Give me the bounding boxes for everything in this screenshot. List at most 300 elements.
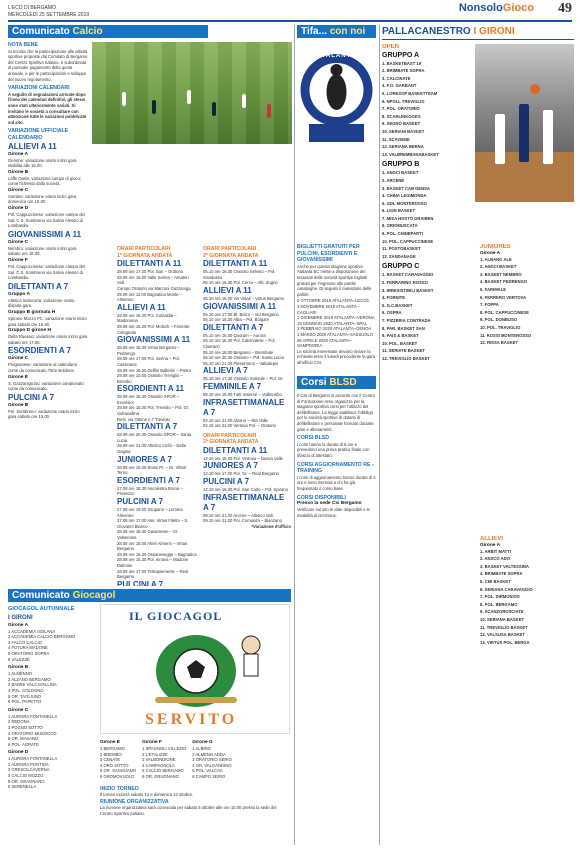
group-text: Spirano Mozzo FC: variazione orario inizio gara sabato ore 16.30. xyxy=(8,316,87,327)
girone-team: 5 OR. GRAGNANO xyxy=(8,778,45,784)
player-figure xyxy=(152,100,156,114)
column-divider xyxy=(379,25,380,845)
gruppo-a-title: GRUPPO A xyxy=(382,51,420,59)
dove-sub: Presso la sede Csi Bergamo xyxy=(297,501,362,507)
orari3-sub: 3ª GIORNATA ANDATA xyxy=(203,439,259,446)
blsd-text: I corsi hanno la durata di 5 ore e prevedono una prova pratica finale con rilascio di attestato. xyxy=(297,441,370,458)
list-item: 4. BASKET PEDRENGO xyxy=(480,279,528,285)
group-sub: Girone A xyxy=(8,151,29,157)
group-text: Pregnanese: variazione al calendario come da comunicato Torre Boldone. xyxy=(8,362,77,373)
infra3-note: *Variazione d'ufficio xyxy=(251,523,291,529)
dil7b-title: DILETTANTI A 7 xyxy=(203,322,264,332)
list-item: 11. TREVIGLIO BASKET xyxy=(480,624,528,630)
list-item: 9. PAIS & BASKET xyxy=(382,333,419,339)
list-item: 28.09 ore 15.30 Ossanesegge – Bagnatica xyxy=(117,551,197,557)
player-figure xyxy=(495,114,505,164)
infra3-title: INFRASETTIMANALE A 7 xyxy=(203,492,285,512)
open-title: OPEN xyxy=(382,44,400,50)
list-item: Rest. via Ottone n.7 Treviolo xyxy=(117,416,170,422)
giocagol-gironi-left xyxy=(8,623,88,790)
list-item: 6. NPOLL TREVIGLIO xyxy=(382,98,425,104)
orari1-sub: 1ª GIORNATA ANDATA xyxy=(117,252,173,259)
group-text: Gemme: variazione orario inizio gara stabilita alle 15.00. xyxy=(8,157,77,169)
junior7a-list xyxy=(117,465,197,476)
group-text: Leffe Oasis: variazione campo di gioco; come richiesto dalla società. xyxy=(8,175,82,187)
list-item: 12.10 ore 16.30 Pol. San Carlo – Pol. Spirano xyxy=(203,487,288,493)
list-item: 3. BASKET NEMBRO xyxy=(480,271,522,277)
list-item: 10. SERIANA BASKET xyxy=(480,616,525,622)
allievi11b-list xyxy=(203,296,291,302)
list-item: 10. SERIANI BASKET xyxy=(382,128,425,134)
list-item: 11. POSTOBASKET xyxy=(382,246,421,252)
list-item: 9. POL. CHINEPARTI xyxy=(382,231,423,237)
girone-team: 5 OR. MASANO xyxy=(8,736,39,742)
girone-team: 6 OR. GRUGNANO xyxy=(142,773,179,779)
list-item: 05.10 ore 20.30 Oratorio – Pol. Santa Lucia xyxy=(203,355,284,361)
all-a-title: Girone A xyxy=(480,542,501,548)
list-item: 13. VIRTUS POL. BERGA xyxy=(480,639,530,645)
jun-a-list xyxy=(480,257,574,346)
girone-block xyxy=(192,740,232,780)
girone-team: 5 POL. VALCAV. xyxy=(192,768,224,774)
section-brand xyxy=(459,2,534,14)
girone-team: 2 ACCADEMIA CALCIO BERGAMO xyxy=(8,634,76,640)
giocagol-sub: I GIRONI xyxy=(8,614,33,621)
list-item: 6. SERIANA CARAVAGGIO xyxy=(480,586,533,592)
list-item: 11. SCAVIENE xyxy=(382,136,410,142)
list-item: 12. SERIANA BERNA xyxy=(382,144,424,150)
corsi-intro: Il CSI di Bergamo in accordo con il Centro di Formazione Areu organizza per la stagione sportiva corsi per l'utilizzo del defibrillatore. La legge stabilisce l'obbligo per le società sportive di dotarsi di defibrillatore e personale formato durante gare e allenamenti. xyxy=(297,393,375,432)
dil11c-title: DILETTANTI A 11 xyxy=(203,445,268,455)
crest-figure xyxy=(327,74,347,110)
list-item: 2. ANGCI BASKET xyxy=(480,264,517,270)
dove-text: Verificare sul sito le date disponibili e le modalità di iscrizione. xyxy=(297,507,370,518)
girone-name: Girone C xyxy=(8,707,29,713)
girone-team: 1 AURORA FONTANELLA xyxy=(8,713,58,719)
list-item: 13. VALBREMBANABASKET xyxy=(382,151,439,157)
list-item: 4. F.O. GARBANT xyxy=(382,83,417,89)
list-item: 8. PAR. BASKET SAN xyxy=(382,325,425,331)
list-item: 3. IRRESISTIBILI BASKET xyxy=(382,287,434,293)
girone-name: Girone D xyxy=(8,750,29,756)
biglietti-text: Anche per questa stagione sportiva Atalanta BC mette a disposizione dei tesserati delle società sportive biglietti gratuiti per l'ingresso alle partite casalinghe. Di seguito il calendario delle partite. xyxy=(297,263,372,297)
girone-team: 5 OR. SANGUANO xyxy=(100,768,137,774)
group-sub: Girone E xyxy=(8,374,28,380)
paper-name: L'ECO DI BERGAMO xyxy=(8,5,56,11)
var-groups xyxy=(8,142,88,420)
infra2-title: INFRASETTIMANALE A 7 xyxy=(203,397,285,417)
list-item: 05.10 ore 16.30 Oratorio Selvino – Pol. Gandosso xyxy=(203,269,276,280)
infra3-list xyxy=(203,513,291,524)
giocagol-band-a: Comunicato xyxy=(12,590,73,601)
girone-team: 4 CALCIO MOZZO xyxy=(8,773,44,779)
list-item: 28.09 ore 15.00 Almé Almenn – Virtus Bergamo xyxy=(117,540,188,552)
calcio-band-b: Calcio xyxy=(72,26,103,37)
group-sub: Gruppo B giornata H xyxy=(8,310,56,315)
list-item: 12.10 ore 16.30 Pol. Vertova – Nuova Valle xyxy=(203,455,284,461)
girone-team: 3 ORATORIO SERIO xyxy=(192,757,232,763)
girone-team: 2 L'ETALIZZE xyxy=(142,751,168,757)
riunione-title: RIUNIONE ORGANIZZATIVA xyxy=(100,798,169,805)
dil7a-title: DILETTANTI A 7 xyxy=(117,422,178,432)
list-item: 9. SCANZOROSCIATE xyxy=(480,609,524,615)
girone-team: 5 ORATORIO SOPRA xyxy=(8,650,50,656)
list-item: 12. VALSUSA BASKET xyxy=(480,632,525,638)
corsi-band-a: Corsi xyxy=(301,377,330,388)
dil11a-title: DILETTANTI A 11 xyxy=(117,259,182,269)
inizio-title: INIZIO TORNEO xyxy=(100,785,139,792)
group-sub: Girone B xyxy=(8,402,29,408)
girone-name: Girone E xyxy=(100,740,120,745)
orari2-title: ORARI PARTICOLARI xyxy=(203,246,257,252)
list-item: 19 GENNAIO 2020 ATALANTA–SPAL xyxy=(297,320,367,326)
corsi-band xyxy=(297,376,376,389)
list-item: 1. ARBIT MATTI xyxy=(480,548,511,554)
crest-head xyxy=(331,64,343,76)
variazioni-cal-text: A seguito di segnalazioni arrivate dopo l'invio dei calendari definitivi, gli stessi sono stati ulteriormente variati. Si invitano le società a consultare con attenzione tutte le variazioni pubblicate sul sito. xyxy=(8,91,87,125)
list-item: 10. POL. CAPPUCCINESE xyxy=(382,238,434,244)
list-item: 8. POL. BERGAMO xyxy=(480,601,518,607)
logo-bottom-text: SERVITO xyxy=(145,711,238,728)
header-rule xyxy=(8,20,572,22)
girone-team: 4 POL. COLOGNO xyxy=(8,687,44,693)
dil11a-list xyxy=(117,269,197,303)
girone-team: 1 ACCADEMIA ISOLANA xyxy=(8,628,56,634)
girone-team: 3 POGNO SOTTO xyxy=(8,724,43,730)
list-item: 1 MARZO 2020 ATALANTA–SASSUOLO xyxy=(297,331,374,337)
giocagol-title: GIOCAGOL AUTUNNALE xyxy=(8,606,75,612)
group-sub: Girone C xyxy=(8,239,29,245)
junior7a-title: JUNIORES A 7 xyxy=(117,454,172,464)
list-item: 2. ANSCO ADO xyxy=(480,556,510,562)
list-item: 05.10 ore 18.00 Bergamo – Brembate xyxy=(203,349,274,355)
allievi11a-title: ALLIEVI A 11 xyxy=(117,302,166,312)
esord11a-title: ESORDIENTI A 11 xyxy=(117,384,184,394)
allievi11a-list xyxy=(117,313,197,335)
list-item: 28.09 ore 21.00 Atletico Ciribi – Della Gagina xyxy=(117,443,186,455)
jun-a-title: Girone A xyxy=(480,250,501,256)
open-b-list xyxy=(382,170,472,259)
group-title: PULCINI A 7 xyxy=(8,392,55,402)
list-item: 28.09 ore 16.30 Pol. Colzaldia – Madonnina xyxy=(117,312,177,324)
list-item: 28.09 ore 15.00 Rossi Pr. – Gr. Vittori Terno xyxy=(117,464,187,476)
giov11b-list xyxy=(203,312,291,323)
list-item: 5. G.C.BASKET xyxy=(382,302,413,308)
list-item: 8. ORIOMUSCATA xyxy=(382,223,418,229)
girone-team: 4 CAMPAGNOLA xyxy=(142,762,175,768)
juniores-column xyxy=(480,244,574,544)
giov11b-title: GIOVANISSIMI A 11 xyxy=(203,301,277,311)
list-item: 05.10 ore 16.00 Vis Vidali – Virtus Bergamo xyxy=(203,295,285,301)
list-item: 29.09 ore 10.00 Oratorio Treviglio – Brembo xyxy=(117,373,183,384)
open-a-list xyxy=(382,61,472,158)
list-item: 6. LION BASKET xyxy=(382,208,416,214)
girone-team: 6 POL. PAPETTO xyxy=(8,699,42,705)
girone-team: 3 CRESCILCAVERNA xyxy=(8,767,50,773)
girone-team: 2 BREMBO xyxy=(100,751,122,757)
list-item: 12. TREVIGLIO BASKET xyxy=(382,355,430,361)
list-item: 05.10 ore 15.30 Alba – Pol. Bolgare xyxy=(203,317,270,323)
orari2-column xyxy=(203,246,291,586)
infra2-list xyxy=(203,418,291,429)
list-item: 1. ALBANO ALE xyxy=(480,256,512,262)
girone-team: 4 OR. VALGANDINO xyxy=(192,762,232,768)
list-item: 4. BRIMBATE SOPRA xyxy=(480,571,523,577)
girone-name: Girone A xyxy=(8,622,29,628)
pall-title-a: PALLACANESTRO xyxy=(382,26,474,37)
partite-list xyxy=(297,298,376,348)
list-item: Campo Oratorio via Marconi Gazzaniga xyxy=(117,285,191,291)
list-item: 28.09 ore 15.30 Virtus Bergamo – Pedrengo xyxy=(117,345,180,356)
allievi11b-title: ALLIEVI A 11 xyxy=(203,285,252,295)
list-item: 7. PIZZERIA CONTRADA xyxy=(382,318,431,323)
all-a-list xyxy=(480,549,574,646)
list-item: 11. SERIATE BASKET xyxy=(382,348,425,354)
girone-team: 3 CENATE xyxy=(100,757,121,763)
list-item: 3 NOVEMBRE 2019 ATALANTA–CAGLIARI xyxy=(297,303,359,315)
list-item: 05.10 ore 17.00 Bl. Belco – Vid Bergamo xyxy=(203,311,279,317)
girone-team: 4 ORATORIO MUSOCCO xyxy=(8,730,57,736)
pulc7c-title: PULCINI A 7 xyxy=(203,477,250,487)
girone-team: 1 ALMENNO xyxy=(8,671,32,677)
football-photo xyxy=(92,42,292,144)
dil11b-list xyxy=(203,269,291,286)
atalanta-year: 1907 xyxy=(326,168,347,179)
group-sub: Gruppo D girone H xyxy=(8,328,51,334)
group-text: Pol. Cappuccinese: variazione campo del Sal. C.S. Sombreno via Salvio Alessio di Lombardia. xyxy=(8,212,85,229)
list-item: 4. FORNITE xyxy=(382,295,406,301)
list-item: 05.10 ore 16.00 Tutti Insieme – Valbrembo xyxy=(203,391,282,397)
group-sub: Girone B xyxy=(8,169,29,175)
dil11b-title: DILETTANTI A 11 xyxy=(203,259,268,269)
pulc7c-list xyxy=(203,487,291,493)
list-item: 28.09 ore 16.30 Gavarnese – Gr. Valseriana xyxy=(117,529,179,540)
group-sub: Girone F xyxy=(8,258,28,264)
player-figure xyxy=(267,104,271,118)
nota-text: Si ricorda che la partecipazione alle attività sportive proposte dal Comitato di Bergamo del Centro Sportivo Italiano, è subordinata al puntuale pagamento della quota annuale, e per le partecipazioni e sviluppo del nuovo regolamento. xyxy=(8,48,88,82)
list-item: 3. BASKET VALTESSINA xyxy=(480,563,529,569)
list-item: 28.09 ore 16.00 Delfini Ballerini – Pietra xyxy=(117,367,191,373)
column-divider xyxy=(294,25,295,845)
esord7a-title: ESORDIENTI A 7 xyxy=(117,475,180,485)
tifa-text xyxy=(297,244,376,364)
list-item: 12. ZANDANAGE xyxy=(382,253,416,259)
player-figure xyxy=(212,102,216,116)
list-item: 26 APRILE 2020 ATALANTA–SAMPDORIA xyxy=(297,337,352,349)
group-text: Pol. Cappuccinese: variazione campo del Sal. C.S. Sombreno via Salvio Alessio di Lombardia. xyxy=(8,264,85,281)
paper-date: MERCOLEDÌ 25 SETTEMBRE 2019 xyxy=(8,11,90,18)
girone-name: Girone G xyxy=(192,740,213,745)
atalanta-name: ATALANTA xyxy=(316,53,357,59)
group-text: S. Gazzaniga Bu: variazione campionato come da comunicato. xyxy=(8,380,84,392)
list-item: 2 FEBBRAIO 2020 ATALANTA–GENOA xyxy=(297,326,372,332)
list-item: 05.10 ore 17.30 Oratorio Sorisole – Pol. Gr. xyxy=(203,376,284,382)
girone-team: 4 ORO SOTTO xyxy=(100,762,129,768)
list-item: 11. ROSSI MONTEROSSO xyxy=(480,332,532,338)
blsd-title: CORSI BLSD xyxy=(297,435,329,442)
list-item: 28.09 ore 20.30 Oratorio SPOR – Santa Lucia xyxy=(117,432,192,443)
list-item: 27.09 ore 19.00 Ssopano – Lemma Almenno xyxy=(117,507,183,518)
girone-block xyxy=(142,740,186,780)
list-item: 12. RISSA BASKET xyxy=(480,340,519,346)
tifa-band xyxy=(297,25,376,38)
junior7c-title: JUNIORES A 7 xyxy=(203,461,258,471)
list-item: 02.10 ore 21.00 Alzano – Alta Valle xyxy=(203,417,268,423)
logo-waiter-body xyxy=(244,654,258,676)
list-item: 3. BASKET CAB DENSA xyxy=(382,185,430,191)
modalita-title: CORSI AGGIORNAMENTO RE - TRAINING xyxy=(297,461,374,475)
list-item: 12.10 ore 17.00 Pol. Gr. – Real Bergamo xyxy=(203,471,279,477)
girone-name: Girone F xyxy=(142,740,162,745)
orari2-sub: 2ª GIORNATA ANDATA xyxy=(203,252,259,259)
tifa-note: Le società interessate devono inviare la richiesta entro il lunedì precedente la gara all'ufficio CSI. xyxy=(297,348,375,364)
giov11a-title: GIOVANISSIMI A 11 xyxy=(117,335,191,345)
list-item: 2. ARCENE xyxy=(382,177,405,183)
basketball-ball xyxy=(530,84,540,94)
girone-name: Girone B xyxy=(8,665,29,671)
list-item: 28.09 ore 15.00 Pol. Treviolo – Pol. Gr. Valcavallina xyxy=(117,405,190,417)
list-item: 09.10 ore 21.00 Pol. Comunità – Bianzano xyxy=(203,518,282,524)
girone-block xyxy=(8,665,88,705)
list-item: 05.10 ore 15.00 Quorum – Aurora xyxy=(203,332,266,338)
list-item: 28.09 ore 15.30 Oratorio SPOR – Excelsior xyxy=(117,394,180,405)
pall-rule xyxy=(382,39,574,40)
girone-team: 1 BERGAMO xyxy=(100,746,125,751)
biglietti-title: BIGLIETTI GRATUITI PER PULCINI, ESORDIENTI E GIOVANISSIMI xyxy=(297,244,360,264)
corsi-text xyxy=(297,393,376,845)
list-item: 28.09 ore 17.00 Tertiapiemerse – Real Bergamo xyxy=(117,568,189,580)
list-item: 28.09 ore 17.00 Pol. Serina – Pol. Cassinone xyxy=(117,356,180,367)
list-item: 28.09 ore 17.00 Pol. San – Oratorio xyxy=(117,269,184,275)
list-item: 10. POL. BASKET xyxy=(382,340,418,346)
var-title: VARIAZIONE UFFICIALE CALENDARIO xyxy=(8,128,69,141)
pallacanestro-title xyxy=(382,25,574,38)
orari1-title: ORARI PARTICOLARI xyxy=(117,246,171,252)
giocagol-logo xyxy=(100,604,290,734)
group-text: Atletica Isolacorta: variazione orario disputa gara. xyxy=(8,297,75,309)
group-title: ESORDIENTI A 7 xyxy=(8,346,71,356)
girone-team: 2 AURORA PONTIDA xyxy=(8,761,49,767)
gruppo-c-title: GRUPPO C xyxy=(382,263,420,271)
girone-block xyxy=(8,623,88,663)
group-title: DILETTANTI A 7 xyxy=(8,281,69,291)
page-header-left xyxy=(8,5,89,18)
group-title: ALLIEVI A 11 xyxy=(8,141,57,151)
giov11a-list xyxy=(117,345,197,384)
girone-team: 5 OR. TAGLIUNO xyxy=(8,693,42,699)
group-text: Della Ravasio: variazione orario inizio gara sabato ore 17.00. xyxy=(8,334,88,345)
girone-team: 3 BADINI VALCAVALLINA xyxy=(8,682,57,688)
list-item: 28.09 ore 18.00 Valle Serina – Amatori Vall. xyxy=(117,274,189,286)
list-item: 6. OSPRA xyxy=(382,310,402,316)
group-title: GIOVANISSIMI A 11 xyxy=(8,229,82,239)
girone-team: 2 ALZANO BERGAMO xyxy=(8,676,51,682)
list-item: 2. FERRARINO ROSSO xyxy=(382,280,428,286)
giocagol-gironi-right xyxy=(100,740,290,783)
girone-team: 4 FUTURA MADONE xyxy=(8,645,48,651)
player-figure xyxy=(242,94,246,108)
logo-waiter-head xyxy=(242,636,260,654)
list-item: 9. POL. DONBUSO xyxy=(480,317,517,323)
giocagol-right xyxy=(100,740,290,846)
group-sub: Gruppo A xyxy=(8,291,30,297)
girone-block xyxy=(8,708,88,748)
list-item: 5. FARIMALE xyxy=(480,286,507,292)
list-item: 6 OTTOBRE 2019 ATALANTA–LECCE xyxy=(297,298,370,304)
riunione-text: La riunione organizzativa sarà convocata per sabato 5 ottobre alle ore 10.00 presso la sede del Centro Sportivo Italiano. xyxy=(100,805,277,816)
variazioni-cal-title: VARIAZIONI CALENDARI xyxy=(8,85,70,92)
calcio-left-column xyxy=(8,42,88,542)
esord11a-list xyxy=(117,394,197,422)
group-sub: Girone C xyxy=(8,187,29,193)
calcio-band xyxy=(8,25,208,38)
list-item: 27.09 ore 18.30 Ascolestra Bruna – Presezzo xyxy=(117,485,183,497)
dove-title: CORSI DISPONIBILI xyxy=(297,494,346,501)
gruppo-b-title: GRUPPO B xyxy=(382,161,420,169)
list-item: 10. POL. TRAVIGLIO xyxy=(480,324,521,330)
crest-band xyxy=(309,124,364,142)
girone-team: 6 POL. AGRATE xyxy=(8,741,39,747)
girone-team: 6 GROMOVUOLO xyxy=(100,773,135,779)
femm7b-title: FEMMINILE A 7 xyxy=(203,381,262,391)
list-item: 8. POL. CAPPUCCINESE xyxy=(480,309,529,315)
list-item: 3. CALCINATE xyxy=(382,75,411,81)
tifa-band-a: Tifa... xyxy=(301,26,330,37)
girone-team: 1 ALBINO xyxy=(192,746,211,751)
girone-team: 3 VALBONDIONE xyxy=(142,757,176,763)
list-item: 5. LORESOP BASKETTEAM xyxy=(382,90,438,96)
list-item: 9. SEGNO BASKET xyxy=(382,121,421,127)
basketball-photo xyxy=(475,44,574,202)
dil7a-list xyxy=(117,432,197,454)
list-item: 5. CMI BASKET xyxy=(480,578,511,584)
list-item: 8. SCARLINKOOKS xyxy=(382,113,421,119)
list-item: 05.10 ore 21.00 Flessimenti – Valcalepio xyxy=(203,360,279,366)
group-sub: Girone D xyxy=(8,206,29,212)
allievi-column xyxy=(480,536,574,846)
girone-team: 3 FALCO CALCIO xyxy=(8,639,42,645)
list-item: 27.09 ore 17.00 Ass. Virtus Filetto – S. Giovanni Bianco xyxy=(117,518,189,529)
list-item: 7. POL. DIRMONVIO xyxy=(480,594,520,600)
list-item: 05.10 ore 16.30 Pol. Cervo – Alb. Zogno xyxy=(203,280,278,286)
orari3-title: ORARI PARTICOLARI xyxy=(203,432,257,439)
brand-b: Gioco xyxy=(502,2,534,14)
girone-team: 6 SERENELLA xyxy=(8,784,37,790)
giocagol-band-b: Giocagol xyxy=(72,590,116,601)
player-figure xyxy=(187,90,191,104)
list-item: 29.09 ore 11.00 Bagnatica Monte – Almenno xyxy=(117,291,183,303)
list-item: 28.09 ore 15.30 Pol. Moloch – Fiorente Colognola xyxy=(117,323,190,335)
giocagol-band xyxy=(8,589,291,602)
group-text: Nembro: variazione orario inizio gara sabato ore 16.30. xyxy=(8,245,77,257)
list-item: 1. ANGCI BASKET xyxy=(382,170,419,176)
tifa-band-b: con noi xyxy=(329,26,366,37)
allievi7b-title: ALLIEVI A 7 xyxy=(203,366,248,376)
pulc7b-title: PULCINI A 7 xyxy=(117,579,164,586)
player-figure xyxy=(519,104,529,162)
list-item: 7. POL. ORATORIO xyxy=(382,106,420,112)
calcio-band-a: Comunicato xyxy=(12,26,73,37)
esord7a-list xyxy=(117,486,197,497)
player-figure xyxy=(543,110,553,164)
dil7b-list xyxy=(203,333,291,367)
pall-open-column xyxy=(382,44,472,844)
page-number: 49 xyxy=(558,1,572,16)
girone-team: 2 REDONA xyxy=(8,719,30,725)
girone-team: 2 ALMENO ADDA xyxy=(192,751,226,757)
girone-block xyxy=(8,750,88,790)
pulc7a-title: PULCINI A 7 xyxy=(117,497,164,506)
